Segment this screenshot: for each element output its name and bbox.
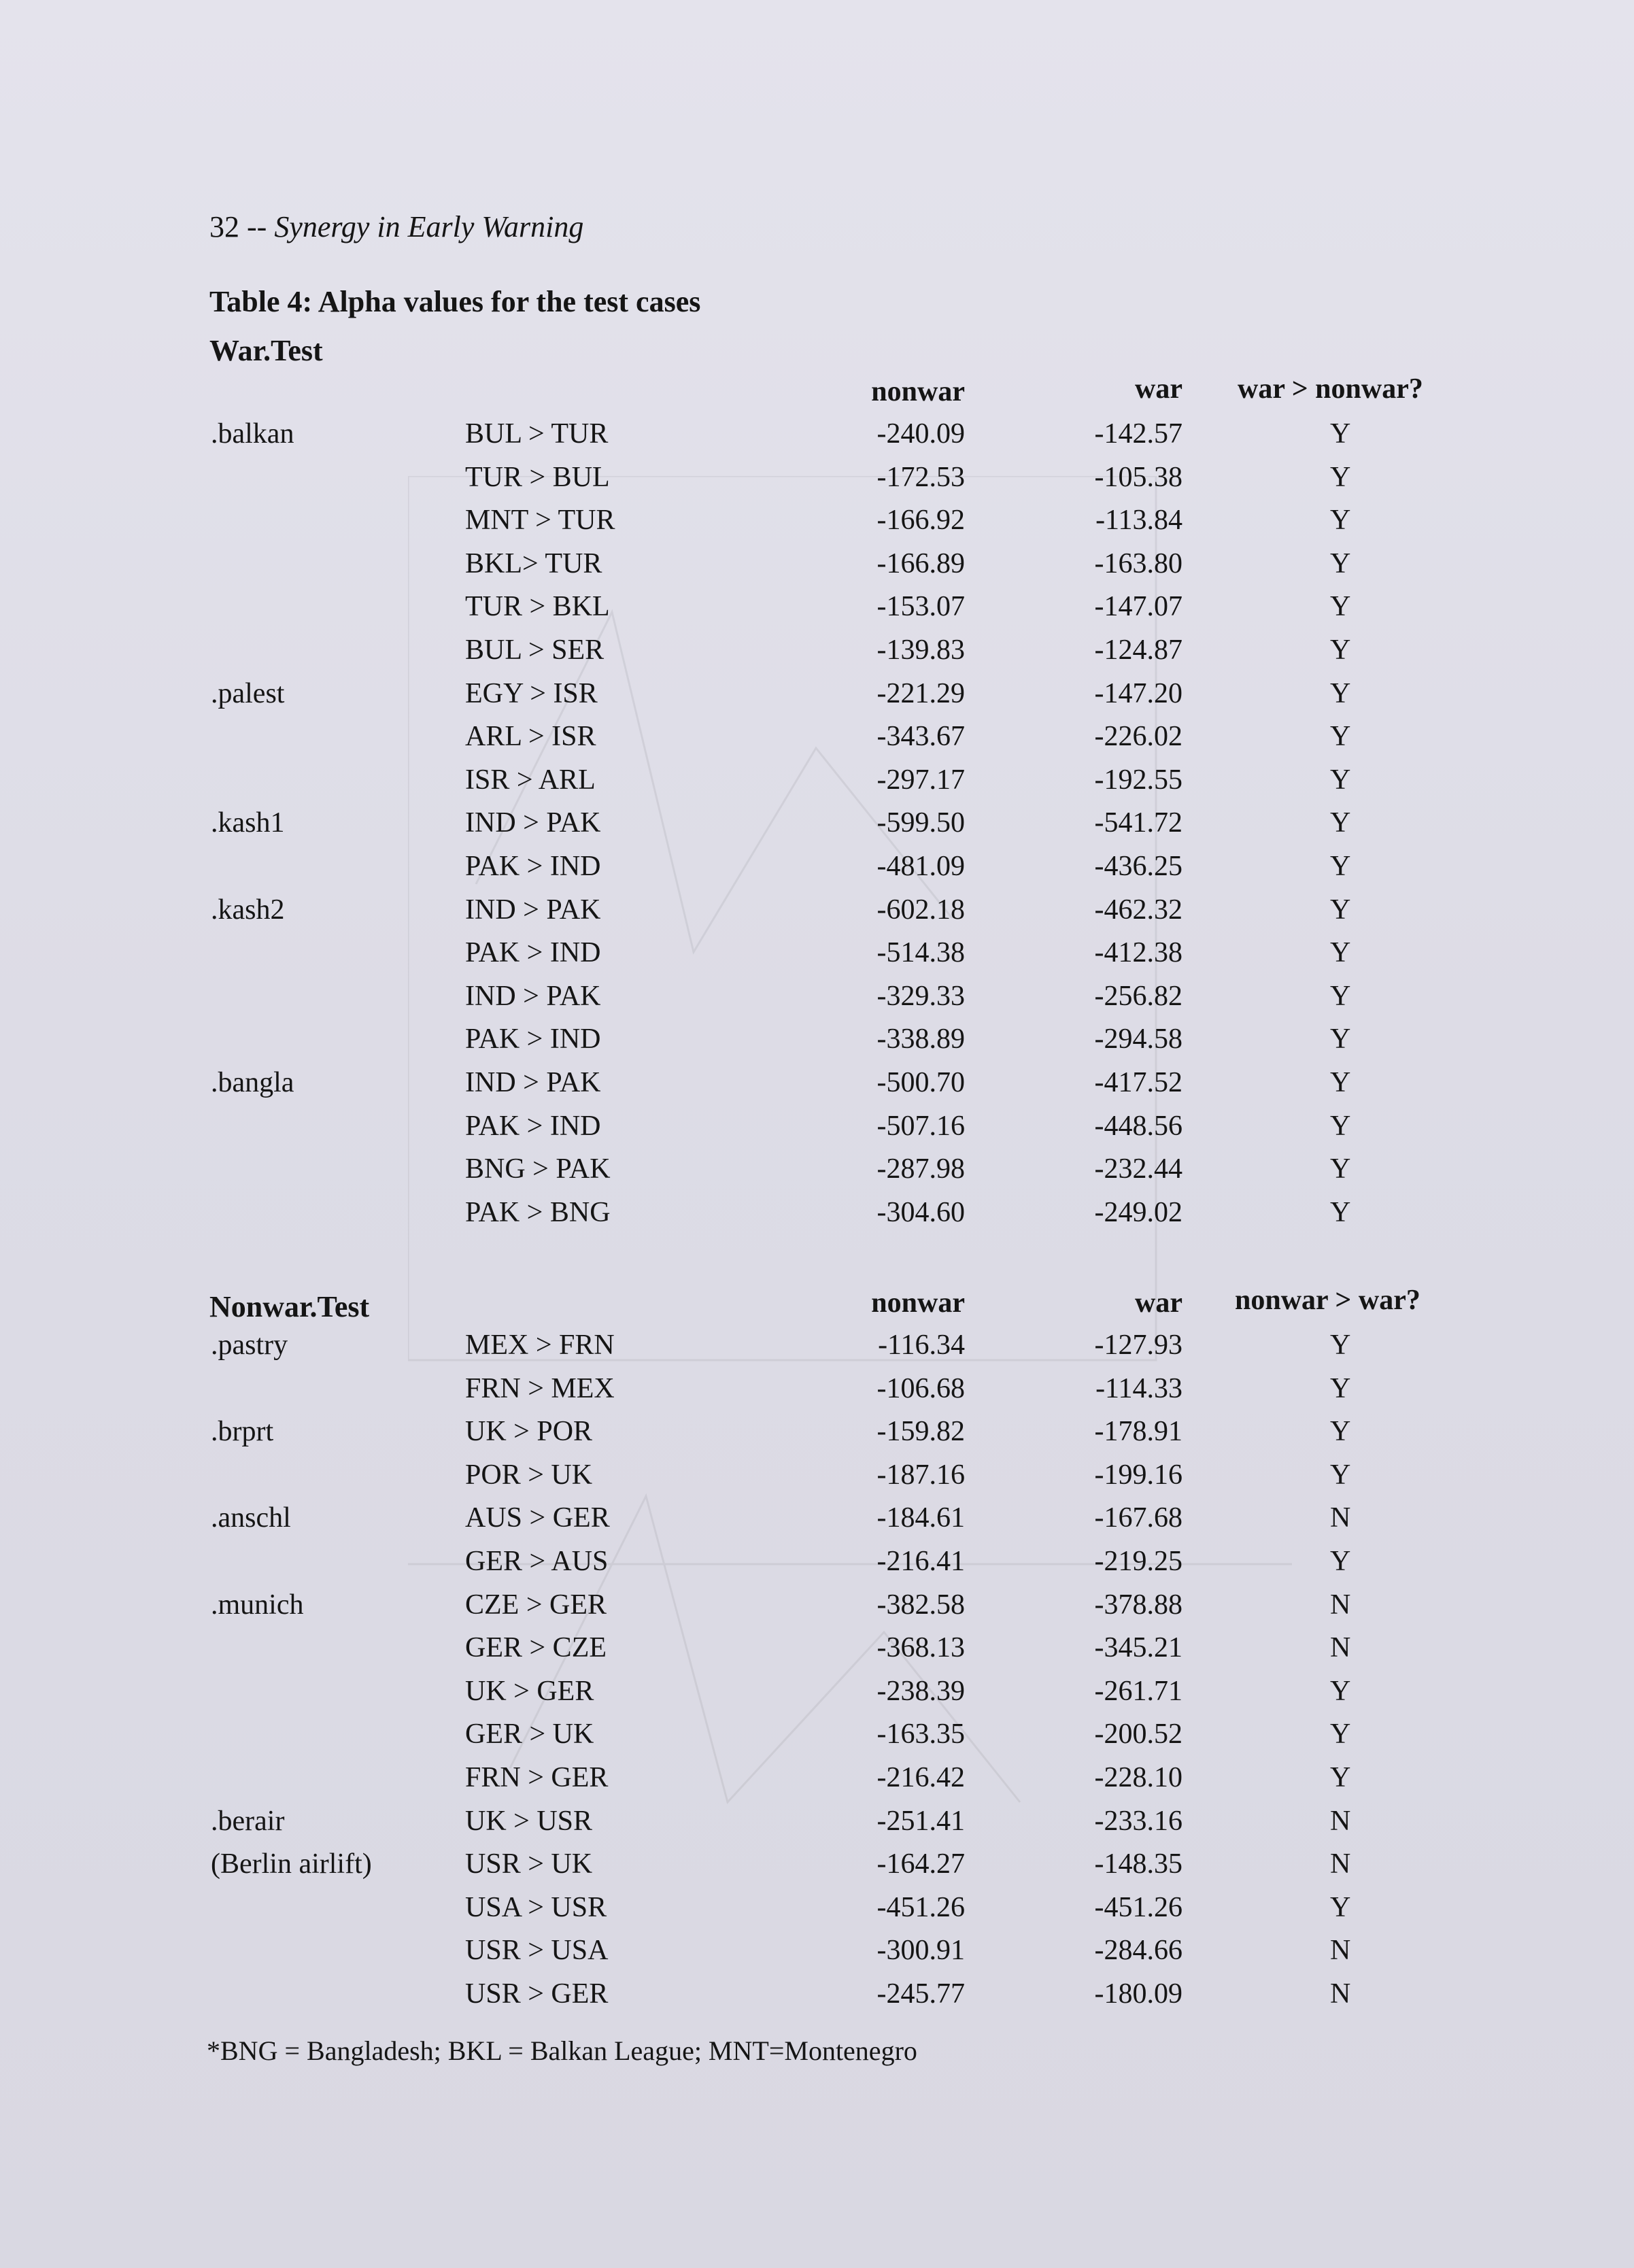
row-nonwar-value: -245.77 xyxy=(876,1978,965,2010)
table-row xyxy=(0,1459,1634,1502)
row-country-pair: GER > UK xyxy=(465,1719,594,1750)
row-country-pair: GER > AUS xyxy=(465,1546,609,1577)
row-answer: Y xyxy=(1330,807,1351,839)
row-nonwar-value: -153.07 xyxy=(876,591,965,623)
row-war-value: -451.26 xyxy=(1094,1891,1182,1923)
row-country-pair: TUR > BKL xyxy=(465,591,610,623)
table-row xyxy=(0,1023,1634,1066)
table-row xyxy=(0,1934,1634,1978)
row-country-pair: UK > POR xyxy=(465,1416,593,1448)
page-number: 32 -- xyxy=(209,210,267,243)
table-row xyxy=(0,1329,1634,1372)
row-answer: Y xyxy=(1330,1416,1351,1448)
row-answer: Y xyxy=(1330,980,1351,1012)
row-nonwar-value: -304.60 xyxy=(876,1196,965,1228)
row-answer: Y xyxy=(1330,1675,1351,1707)
row-country-pair: POR > UK xyxy=(465,1459,593,1491)
table-row xyxy=(0,807,1634,850)
row-war-value: -232.44 xyxy=(1094,1153,1182,1185)
row-nonwar-value: -338.89 xyxy=(876,1023,965,1055)
nonwar-test-war-header: war xyxy=(1135,1287,1182,1319)
table-row xyxy=(0,1891,1634,1935)
page-header xyxy=(209,209,583,244)
row-country-pair: MEX > FRN xyxy=(465,1330,615,1361)
row-country-pair: UK > USR xyxy=(465,1805,593,1837)
row-nonwar-value: -599.50 xyxy=(876,807,965,839)
row-answer: Y xyxy=(1330,1110,1351,1142)
row-country-pair: IND > PAK xyxy=(465,980,601,1012)
row-answer: Y xyxy=(1330,1153,1351,1185)
row-nonwar-value: -240.09 xyxy=(876,418,965,450)
row-answer: Y xyxy=(1330,894,1351,926)
row-nonwar-value: -287.98 xyxy=(876,1153,965,1185)
row-nonwar-value: -216.41 xyxy=(876,1546,965,1577)
row-nonwar-value: -481.09 xyxy=(876,851,965,882)
row-answer: Y xyxy=(1330,418,1351,450)
row-group-label: .munich xyxy=(211,1589,304,1621)
war-test-question-header: war > nonwar? xyxy=(1238,373,1423,405)
row-answer: Y xyxy=(1330,1459,1351,1491)
row-war-value: -233.16 xyxy=(1094,1805,1182,1837)
row-country-pair: PAK > IND xyxy=(465,937,601,969)
row-answer: N xyxy=(1330,1978,1351,2010)
row-answer: Y xyxy=(1330,634,1351,666)
row-group-label: .brprt xyxy=(211,1416,274,1448)
table-row xyxy=(0,894,1634,937)
table-row xyxy=(0,850,1634,894)
table-row xyxy=(0,1718,1634,1761)
row-nonwar-value: -164.27 xyxy=(876,1848,965,1880)
row-war-value: -249.02 xyxy=(1094,1196,1182,1228)
footnote: *BNG = Bangladesh; BKL = Balkan League; MNT=Montenegro xyxy=(207,2035,917,2066)
row-answer: Y xyxy=(1330,547,1351,579)
row-answer: Y xyxy=(1330,764,1351,796)
row-country-pair: PAK > IND xyxy=(465,1023,601,1055)
row-country-pair: USR > GER xyxy=(465,1978,609,2010)
row-war-value: -284.66 xyxy=(1094,1935,1182,1967)
row-answer: Y xyxy=(1330,1891,1351,1923)
table-row xyxy=(0,1589,1634,1632)
row-country-pair: PAK > IND xyxy=(465,851,601,882)
row-nonwar-value: -172.53 xyxy=(876,461,965,493)
row-country-pair: MNT > TUR xyxy=(465,505,615,537)
row-war-value: -124.87 xyxy=(1094,634,1182,666)
table-row xyxy=(0,1805,1634,1848)
row-war-value: -228.10 xyxy=(1094,1762,1182,1793)
row-country-pair: CZE > GER xyxy=(465,1589,607,1621)
row-country-pair: IND > PAK xyxy=(465,1067,601,1098)
row-answer: Y xyxy=(1330,1330,1351,1361)
row-answer: Y xyxy=(1330,461,1351,493)
row-war-value: -180.09 xyxy=(1094,1978,1182,2010)
row-war-value: -127.93 xyxy=(1094,1330,1182,1361)
row-answer: Y xyxy=(1330,1372,1351,1404)
table-row xyxy=(0,677,1634,721)
row-answer: N xyxy=(1330,1589,1351,1621)
row-nonwar-value: -343.67 xyxy=(876,721,965,753)
row-country-pair: BUL > SER xyxy=(465,634,605,666)
row-war-value: -448.56 xyxy=(1094,1110,1182,1142)
row-answer: Y xyxy=(1330,591,1351,623)
row-war-value: -462.32 xyxy=(1094,894,1182,926)
row-country-pair: PAK > BNG xyxy=(465,1196,611,1228)
row-nonwar-value: -297.17 xyxy=(876,764,965,796)
row-country-pair: BKL> TUR xyxy=(465,547,602,579)
row-nonwar-value: -300.91 xyxy=(876,1935,965,1967)
row-nonwar-value: -166.89 xyxy=(876,547,965,579)
row-war-value: -541.72 xyxy=(1094,807,1182,839)
row-nonwar-value: -106.68 xyxy=(876,1372,965,1404)
row-nonwar-value: -163.35 xyxy=(876,1719,965,1750)
row-war-value: -105.38 xyxy=(1094,461,1182,493)
row-answer: Y xyxy=(1330,1067,1351,1098)
table-row xyxy=(0,590,1634,634)
row-nonwar-value: -451.26 xyxy=(876,1891,965,1923)
table-title: Table 4: Alpha values for the test cases xyxy=(209,285,701,318)
row-country-pair: IND > PAK xyxy=(465,894,601,926)
row-nonwar-value: -216.42 xyxy=(876,1762,965,1793)
table-row xyxy=(0,1415,1634,1459)
table-row xyxy=(0,418,1634,461)
row-nonwar-value: -329.33 xyxy=(876,980,965,1012)
row-nonwar-value: -507.16 xyxy=(876,1110,965,1142)
row-country-pair: EGY > ISR xyxy=(465,677,598,709)
row-war-value: -412.38 xyxy=(1094,937,1182,969)
table-row xyxy=(0,1153,1634,1196)
row-answer: N xyxy=(1330,1935,1351,1967)
table-row xyxy=(0,1848,1634,1891)
table-row xyxy=(0,1545,1634,1589)
table-row xyxy=(0,1372,1634,1416)
row-nonwar-value: -602.18 xyxy=(876,894,965,926)
row-group-label: .bangla xyxy=(211,1067,294,1098)
row-group-label: .anschl xyxy=(211,1502,291,1534)
table-row xyxy=(0,1675,1634,1719)
row-country-pair: BUL > TUR xyxy=(465,418,609,450)
war-test-war-header: war xyxy=(1135,373,1182,405)
row-answer: Y xyxy=(1330,1023,1351,1055)
nonwar-test-title: Nonwar.Test xyxy=(209,1290,370,1323)
row-country-pair: USR > UK xyxy=(465,1848,593,1880)
table-row xyxy=(0,1761,1634,1805)
row-answer: Y xyxy=(1330,721,1351,753)
row-answer: N xyxy=(1330,1632,1351,1664)
nonwar-test-nonwar-header: nonwar xyxy=(871,1287,965,1319)
row-war-value: -113.84 xyxy=(1095,505,1182,537)
row-nonwar-value: -184.61 xyxy=(876,1502,965,1534)
row-nonwar-value: -251.41 xyxy=(876,1805,965,1837)
row-country-pair: ARL > ISR xyxy=(465,721,596,753)
row-war-value: -114.33 xyxy=(1095,1372,1182,1404)
row-nonwar-value: -238.39 xyxy=(876,1675,965,1707)
war-test-title: War.Test xyxy=(209,334,323,367)
table-row xyxy=(0,980,1634,1023)
row-country-pair: TUR > BUL xyxy=(465,461,610,493)
nonwar-test-question-header: nonwar > war? xyxy=(1235,1285,1420,1316)
row-answer: Y xyxy=(1330,1546,1351,1577)
row-answer: Y xyxy=(1330,505,1351,537)
row-country-pair: IND > PAK xyxy=(465,807,601,839)
book-title: Synergy in Early Warning xyxy=(274,210,584,243)
row-nonwar-value: -368.13 xyxy=(876,1632,965,1664)
table-row xyxy=(0,504,1634,547)
row-group-label: .berair xyxy=(211,1805,285,1837)
row-answer: N xyxy=(1330,1848,1351,1880)
row-country-pair: FRN > MEX xyxy=(465,1372,615,1404)
row-war-value: -147.07 xyxy=(1094,591,1182,623)
table-row xyxy=(0,461,1634,505)
row-country-pair: AUS > GER xyxy=(465,1502,610,1534)
table-row xyxy=(0,1978,1634,2021)
row-war-value: -345.21 xyxy=(1094,1632,1182,1664)
row-country-pair: PAK > IND xyxy=(465,1110,601,1142)
row-nonwar-value: -139.83 xyxy=(876,634,965,666)
row-war-value: -378.88 xyxy=(1094,1589,1182,1621)
row-nonwar-value: -500.70 xyxy=(876,1067,965,1098)
row-war-value: -256.82 xyxy=(1094,980,1182,1012)
row-country-pair: USR > USA xyxy=(465,1935,609,1967)
row-group-label: .kash2 xyxy=(211,894,285,926)
table-row xyxy=(0,720,1634,764)
row-country-pair: USA > USR xyxy=(465,1891,607,1923)
row-group-label: (Berlin airlift) xyxy=(211,1848,372,1880)
row-nonwar-value: -159.82 xyxy=(876,1416,965,1448)
row-war-value: -148.35 xyxy=(1094,1848,1182,1880)
table-row xyxy=(0,547,1634,591)
row-answer: Y xyxy=(1330,851,1351,882)
row-answer: Y xyxy=(1330,1196,1351,1228)
row-war-value: -142.57 xyxy=(1094,418,1182,450)
row-country-pair: ISR > ARL xyxy=(465,764,596,796)
table-row xyxy=(0,1502,1634,1545)
row-nonwar-value: -187.16 xyxy=(876,1459,965,1491)
table-row xyxy=(0,1110,1634,1153)
row-answer: N xyxy=(1330,1502,1351,1534)
row-country-pair: FRN > GER xyxy=(465,1762,609,1793)
row-answer: Y xyxy=(1330,1762,1351,1793)
table-row xyxy=(0,1631,1634,1675)
table-row xyxy=(0,1066,1634,1110)
row-nonwar-value: -221.29 xyxy=(876,677,965,709)
row-nonwar-value: -382.58 xyxy=(876,1589,965,1621)
row-group-label: .palest xyxy=(211,677,285,709)
row-country-pair: GER > CZE xyxy=(465,1632,607,1664)
row-war-value: -147.20 xyxy=(1094,677,1182,709)
row-war-value: -294.58 xyxy=(1094,1023,1182,1055)
row-nonwar-value: -166.92 xyxy=(876,505,965,537)
row-war-value: -436.25 xyxy=(1094,851,1182,882)
table-row xyxy=(0,1196,1634,1240)
row-answer: N xyxy=(1330,1805,1351,1837)
row-answer: Y xyxy=(1330,1719,1351,1750)
row-group-label: .pastry xyxy=(211,1330,288,1361)
row-country-pair: UK > GER xyxy=(465,1675,594,1707)
row-country-pair: BNG > PAK xyxy=(465,1153,611,1185)
row-war-value: -219.25 xyxy=(1094,1546,1182,1577)
row-war-value: -417.52 xyxy=(1094,1067,1182,1098)
row-answer: Y xyxy=(1330,937,1351,969)
row-war-value: -192.55 xyxy=(1094,764,1182,796)
row-war-value: -178.91 xyxy=(1094,1416,1182,1448)
row-group-label: .balkan xyxy=(211,418,294,450)
row-war-value: -226.02 xyxy=(1094,721,1182,753)
row-answer: Y xyxy=(1330,677,1351,709)
table-row xyxy=(0,634,1634,677)
row-war-value: -167.68 xyxy=(1094,1502,1182,1534)
row-war-value: -200.52 xyxy=(1094,1719,1182,1750)
row-nonwar-value: -514.38 xyxy=(876,937,965,969)
row-war-value: -199.16 xyxy=(1094,1459,1182,1491)
war-test-nonwar-header: nonwar xyxy=(871,376,965,407)
row-group-label: .kash1 xyxy=(211,807,285,839)
row-nonwar-value: -116.34 xyxy=(878,1330,965,1361)
table-row xyxy=(0,936,1634,980)
row-war-value: -261.71 xyxy=(1094,1675,1182,1707)
table-row xyxy=(0,764,1634,807)
row-war-value: -163.80 xyxy=(1094,547,1182,579)
